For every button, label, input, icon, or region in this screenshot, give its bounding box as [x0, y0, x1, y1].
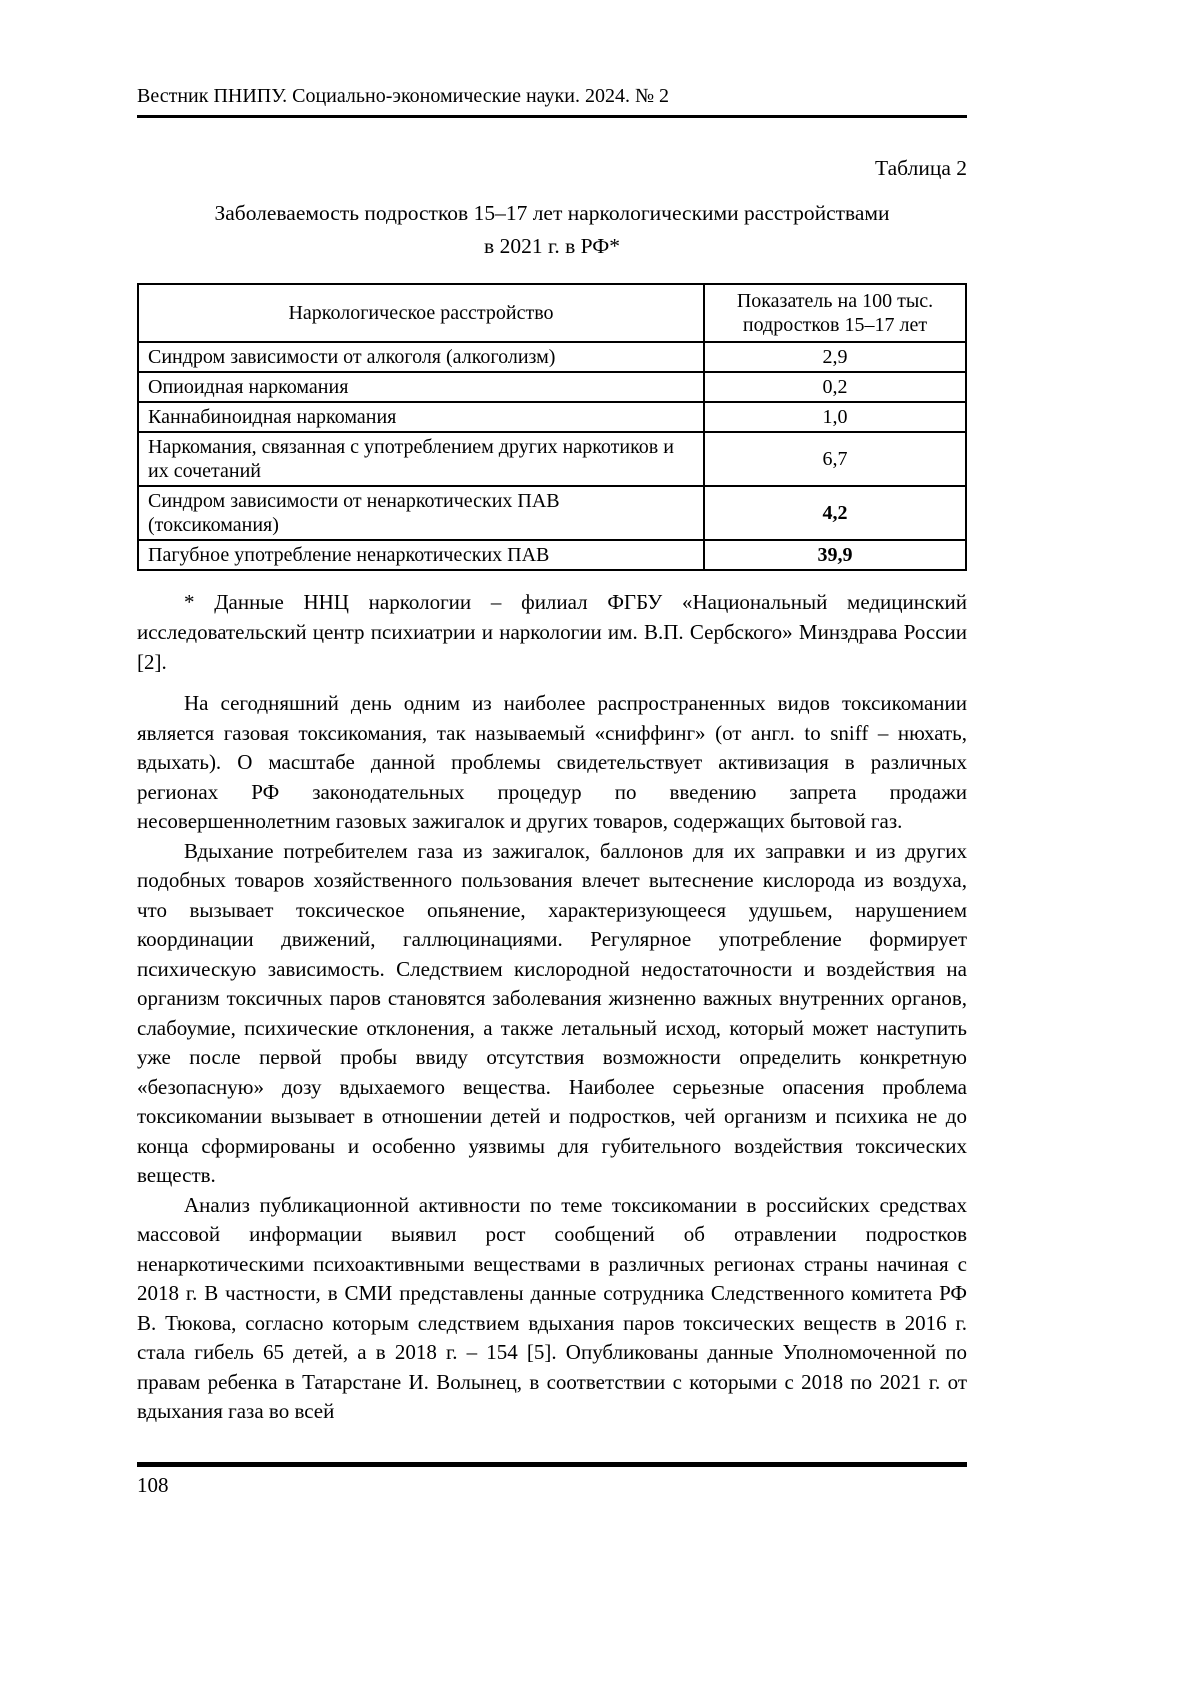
table-label: Таблица 2 — [875, 156, 967, 180]
journal-header: Вестник ПНИПУ. Социально-экономические науки. 2024. № 2 — [137, 85, 670, 107]
disorder-cell: Каннабиноидная наркомания — [138, 402, 704, 432]
table-title: Заболеваемость подростков 15–17 лет наркологическими расстройствами в 2021 г. в РФ* — [214, 201, 890, 258]
body-paragraph-1: На сегодняшний день одним из наиболее распространенных видов токсикомании является газовая токсикомания, так называемый «сниффинг» (от англ. to sniff – нюхать, вдыхать). О масштабе данной проблемы свидетельствует активизация в различных регионах РФ законодательных процедур по введению запрета продажи несовершеннолетним газовых зажигалок и других товаров, содержащих бытовой газ. — [137, 691, 967, 833]
table-row — [138, 342, 966, 372]
disorder-cell: Синдром зависимости от алкоголя (алкоголизм) — [138, 342, 704, 372]
disorder-cell: Опиоидная наркомания — [138, 372, 704, 402]
body-paragraph-2: Вдыхание потребителем газа из зажигалок, баллонов для их заправки и из других подобных товаров хозяйственного пользования влечет вытеснение кислорода из воздуха, что вызывает токсическое опьянение, характеризующееся удушьем, нарушением координации движений, галлюцинациями. Регулярное употребление формирует психическую зависимость. Следствием кислородной недостаточности и воздействия на организм токсичных паров становятся заболевания жизненно важных внутренних органов, слабоумие, психические отклонения, а также летальный исход, который может наступить уже после первой пробы ввиду отсутствия возможности определить конкретную «безопасную» дозу вдыхаемого вещества. Наиболее серьезные опасения проблема токсикомании вызывает в отношении детей и подростков, чей организм и психика не до конца сформированы и особенно уязвимы для губительного воздействия токсических веществ. — [137, 838, 967, 1187]
table-row — [138, 540, 966, 570]
disorder-cell: Наркомания, связанная с употреблением других наркотиков и их сочетаний — [138, 432, 704, 486]
table-row — [138, 402, 966, 432]
header-rule — [137, 115, 967, 118]
column-header-rate: Показатель на 100 тыс. подростков 15–17 лет — [704, 284, 966, 342]
article-body — [137, 689, 967, 1427]
disorder-cell: Синдром зависимости от ненаркотических ПАВ (токсикомания) — [138, 486, 704, 540]
rate-cell: 1,0 — [704, 402, 966, 432]
page-number: 108 — [137, 1473, 169, 1497]
page-content — [137, 84, 967, 1427]
column-header-disorder: Наркологическое расстройство — [138, 284, 704, 342]
morbidity-table — [137, 283, 967, 571]
table-row — [138, 486, 966, 540]
table-header-row — [138, 284, 966, 342]
table-footnote: * Данные ННЦ наркологии – филиал ФГБУ «Национальный медицинский исследовательский центр психиатрии и наркологии им. В.П. Сербского» Минздрава России [2]. — [137, 590, 967, 674]
rate-cell: 6,7 — [704, 432, 966, 486]
rate-cell: 39,9 — [704, 540, 966, 570]
disorder-cell: Пагубное употребление ненаркотических ПАВ — [138, 540, 704, 570]
table-row — [138, 432, 966, 486]
table-row — [138, 372, 966, 402]
rate-cell: 2,9 — [704, 342, 966, 372]
rate-cell: 0,2 — [704, 372, 966, 402]
body-paragraph-3: Анализ публикационной активности по теме токсикомании в российских средствах массовой информации выявил рост сообщений об отравлении подростков ненаркотическими психоактивными веществами в различных регионах страны начиная с 2018 г. В частности, в СМИ представлены данные сотрудника Следственного комитета РФ В. Тюкова, согласно которым следствием вдыхания паров токсических веществ в 2016 г. стала гибель 65 детей, а в 2018 г. – 154 [5]. Опубликованы данные Уполномоченной по правам ребенка в Татарстане И. Волынец, в соответствии с которыми с 2018 по 2021 г. от вдыхания газа во всей — [137, 1192, 967, 1423]
page-footer — [137, 1462, 967, 1498]
rate-cell: 4,2 — [704, 486, 966, 540]
